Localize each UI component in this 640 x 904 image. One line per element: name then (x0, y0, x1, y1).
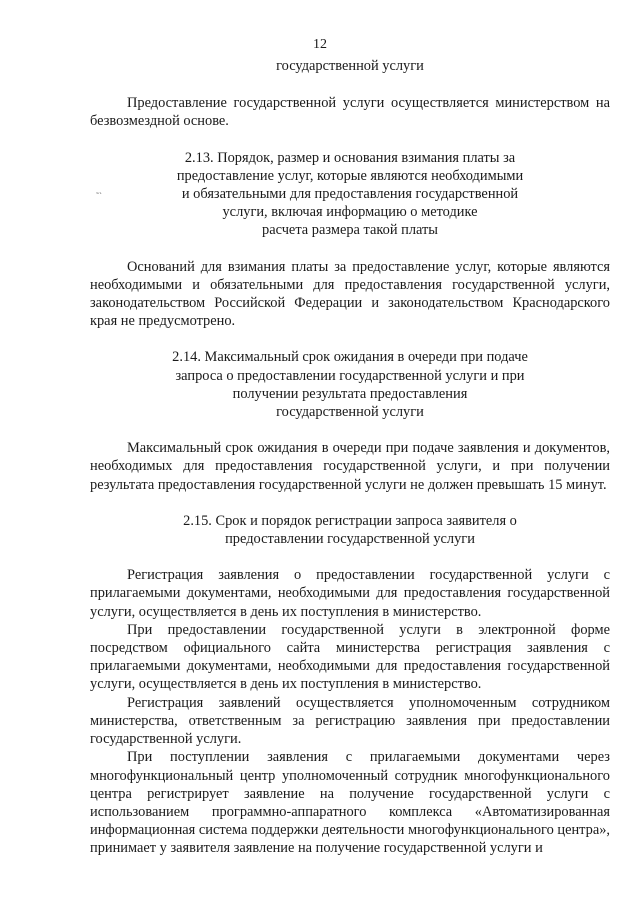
section-2-13-paragraph: Оснований для взимания платы за предоставление услуг, которые являются необходимыми и обязательными для предоставления государственной услуги, законодательством Российской Федерации и законодательством Краснодарского края не предусмотрено. (90, 258, 610, 330)
section-2-13-title (90, 149, 610, 240)
section-2-15-title-line: 2.15. Срок и порядок регистрации запроса заявителя о (183, 512, 517, 529)
section-2-15-title (90, 512, 610, 548)
section-2-14-paragraph: Максимальный срок ожидания в очереди при подаче заявления и документов, необходимых для предоставления государственной услуги, и при получении результата предоставления государственной услуги не должен превышать 15 минут. (90, 440, 610, 493)
document-body (90, 57, 610, 858)
scan-artifact-mark: ˜` (96, 191, 102, 201)
section-2-13-title-line: и обязательными для предоставления государственной (181, 186, 519, 203)
section-2-13-title-line: услуги, включая информацию о методике (222, 204, 478, 221)
section-2-15-paragraph: Регистрация заявления о предоставлении государственной услуги с прилагаемыми документами, необходимыми для предоставления государственной услуги, осуществляется в день их поступления в министерство. (90, 567, 610, 620)
section-2-14-title-line: 2.14. Максимальный срок ожидания в очереди при подаче (172, 349, 528, 366)
section-2-14-title-line: государственной услуги (276, 404, 424, 421)
page-number: 12 (313, 37, 327, 52)
paragraph-free-basis: Предоставление государственной услуги осуществляется министерством на безвозмездной основе. (90, 95, 610, 130)
section-2-15-paragraph: Регистрация заявлений осуществляется уполномоченным сотрудником министерства, ответственным за регистрацию заявления при предоставлении государственной услуги. (90, 694, 610, 748)
continued-heading: государственной услуги (276, 58, 424, 74)
section-2-13-title-line: расчета размера такой платы (262, 222, 438, 239)
section-2-15-paragraph: При предоставлении государственной услуги в электронной форме посредством официального сайта министерства регистрация заявления с прилагаемыми документами, необходимыми для предоставления государственной услуги, осуществляется в день их поступления в министерство. (90, 621, 610, 693)
section-2-13-title-line: 2.13. Порядок, размер и основания взимания платы за (184, 149, 516, 166)
section-2-13-title-line: предоставление услуг, которые являются необходимыми (176, 167, 524, 184)
section-2-14-title-line: запроса о предоставлении государственной услуги и при (175, 367, 525, 384)
section-2-14-title (90, 348, 610, 421)
section-2-15-paragraph: При поступлении заявления с прилагаемыми документами через многофункциональный центр уполномоченный сотрудник многофункционального центра регистрирует заявление на получение государственной услуги с использованием программно-аппаратного комплекса «Автоматизированная информационная система поддержки деятельности многофункционального центра», принимает у заявителя заявление на получение государственной услуги и (90, 749, 610, 857)
section-2-14-title-line: получении результата предоставления (232, 385, 468, 402)
section-2-15-title-line: предоставлении государственной услуги (225, 531, 475, 548)
